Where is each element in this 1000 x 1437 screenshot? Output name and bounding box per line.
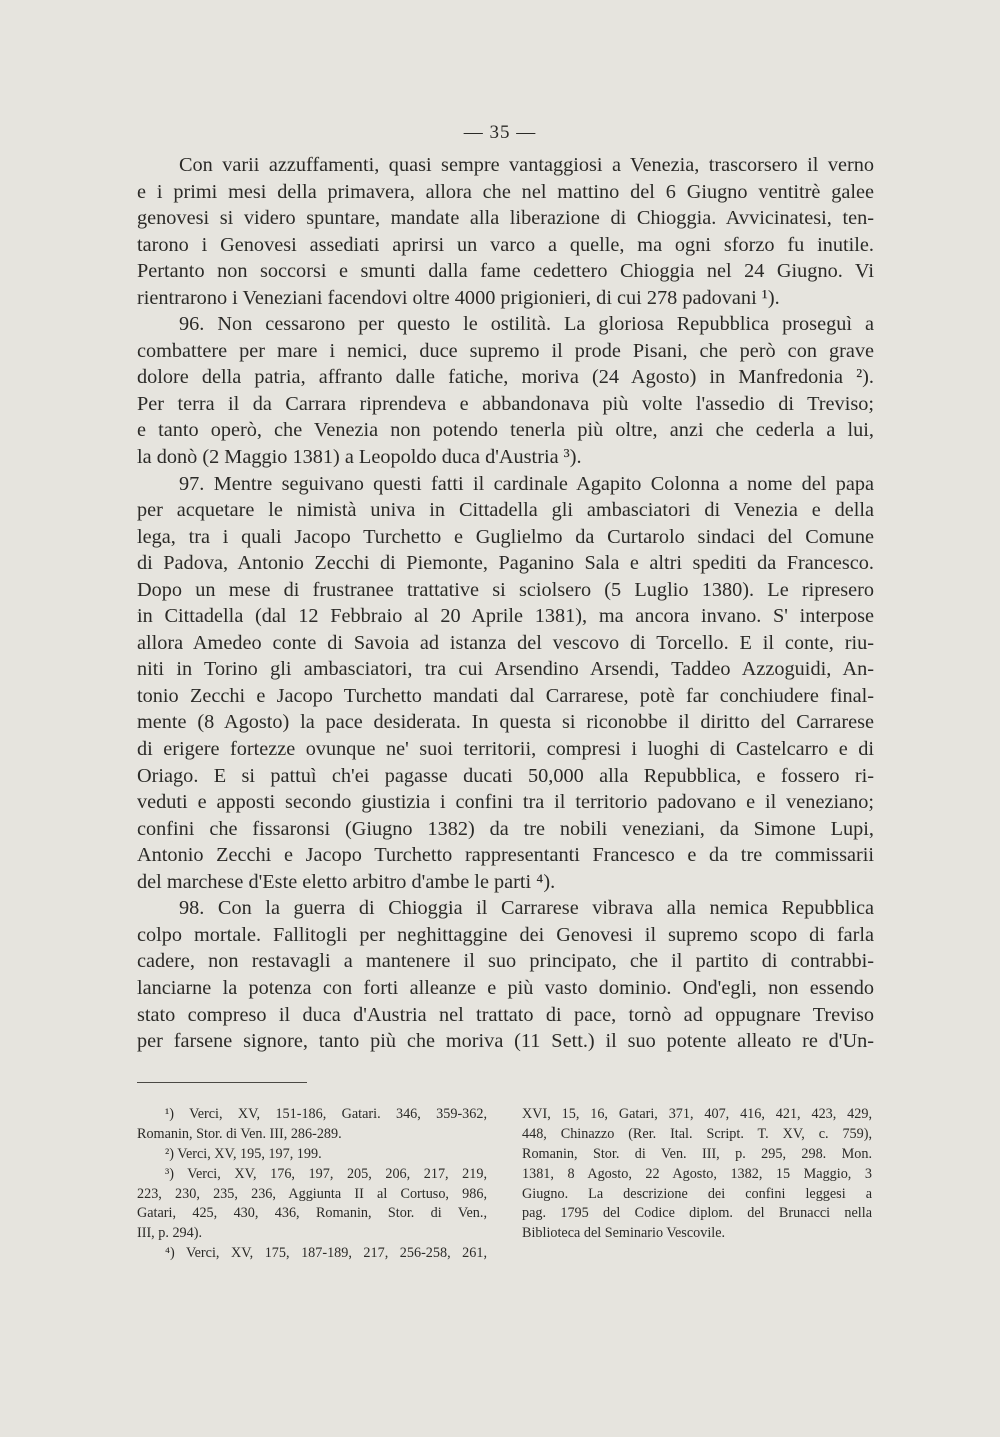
footnote-line: 1381, 8 Agosto, 22 Agosto, 1382, 15 Maggio, 3	[522, 1165, 872, 1182]
text-line: tarono i Genovesi assediati aprirsi un varco a quelle, ma ogni sforzo fu inutile.	[137, 233, 874, 256]
text-line: per farsene signore, tanto più che moriva (11 Sett.) il suo potente alleato re d'Un-	[137, 1030, 874, 1053]
footnote-line: ²) Verci, XV, 195, 197, 199.	[165, 1145, 322, 1162]
text-line: combattere per mare i nemici, duce supremo il prode Pisani, che però con grave	[137, 339, 874, 362]
footnote-line: Romanin, Stor. di Ven. III, p. 295, 298. Mon.	[522, 1145, 872, 1162]
text-line: cadere, non restavagli a mantenere il suo principato, che il partito di contrabbi-	[137, 950, 874, 973]
text-line: tonio Zecchi e Jacopo Turchetto mandati dal Carrarese, potè far conchiudere final-	[137, 684, 874, 707]
text-line: Per terra il da Carrara riprendeva e abbandonava più volte l'assedio di Treviso;	[137, 392, 874, 415]
text-line: del marchese d'Este eletto arbitro d'ambe le parti ⁴).	[137, 870, 556, 893]
text-line: colpo mortale. Fallitogli per neghittaggine dei Genovesi il supremo scopo di farla	[137, 923, 874, 946]
text-line: 98. Con la guerra di Chioggia il Carrarese vibrava alla nemica Repubblica	[179, 897, 874, 920]
footnote-line: 448, Chinazzo (Rer. Ital. Script. T. XV, c. 759),	[522, 1125, 872, 1142]
footnotes-right-column	[522, 1105, 872, 1244]
text-line: Con varii azzuffamenti, quasi sempre vantaggiosi a Venezia, trascorsero il verno	[179, 154, 874, 176]
text-line: stato compreso il duca d'Austria nel trattato di pace, tornò ad oppugnare Treviso	[137, 1003, 874, 1026]
footnote-line: ¹) Verci, XV, 151-186, Gatari. 346, 359-362,	[165, 1106, 487, 1122]
text-line: in Cittadella (dal 12 Febbraio al 20 Aprile 1381), ma ancora invano. S' interpose	[137, 605, 874, 628]
text-line: Dopo un mese di frustranee trattative si sciolsero (5 Luglio 1380). Le ripresero	[137, 578, 874, 601]
footnote-line: Romanin, Stor. di Ven. III, 286-289.	[137, 1125, 342, 1142]
text-line: mente (8 Agosto) la pace desiderata. In questa si riconobbe il diritto del Carrarese	[137, 711, 874, 734]
text-line: dolore della patria, affranto dalle fatiche, moriva (24 Agosto) in Manfredonia ²).	[137, 366, 874, 389]
text-line: per acquetare le nimistà univa in Cittadella gli ambasciatori di Venezia e della	[137, 499, 874, 522]
page-number: — 35 —	[463, 122, 537, 143]
text-line: genovesi si videro spuntare, mandate alla liberazione di Chioggia. Avvicinatesi, ten-	[137, 207, 874, 230]
text-line: di erigere fortezze ovunque ne' suoi territorii, compresi i luoghi di Castelcarro e di	[137, 738, 874, 761]
text-line: Oriago. E si pattuì ch'ei pagasse ducati 50,000 alla Repubblica, e fossero ri-	[137, 764, 874, 787]
text-line: e tanto operò, che Venezia non potendo tenerla più oltre, anzi che cederla a lui,	[137, 419, 874, 442]
footnotes-left-column	[137, 1105, 487, 1264]
footnote-line: ⁴) Verci, XV, 175, 187-189, 217, 256-258, 261,	[165, 1245, 487, 1262]
text-line: e i primi mesi della primavera, allora che nel mattino del 6 Giugno ventitrè galee	[137, 180, 874, 203]
text-line: di Padova, Antonio Zecchi di Piemonte, Paganino Sala e altri spediti da Francesco.	[137, 552, 874, 575]
footnote-line: XVI, 15, 16, Gatari, 371, 407, 416, 421, 423, 429,	[522, 1106, 872, 1122]
footnote-line: Giugno. La descrizione dei confini leggesi a	[522, 1185, 872, 1202]
body-text	[137, 152, 874, 1055]
text-line: confini che fissaronsi (Giugno 1382) da tre nobili veneziani, da Simone Lupi,	[137, 817, 874, 840]
footnote-separator	[137, 1082, 307, 1083]
text-line: la donò (2 Maggio 1381) a Leopoldo duca d'Austria ³).	[137, 446, 582, 469]
text-line: niti in Torino gli ambasciatori, tra cui Arsendino Arsendi, Taddeo Azzoguidi, An-	[137, 658, 874, 681]
text-line: veduti e apposti secondo giustizia i confini tra il territorio padovano e il veneziano;	[137, 791, 874, 814]
text-line: Pertanto non soccorsi e smunti dalla fame cedettero Chioggia nel 24 Giugno. Vi	[137, 260, 874, 283]
text-line: lega, tra i quali Jacopo Turchetto e Guglielmo da Curtarolo sindaci del Comune	[137, 525, 874, 548]
footnote-line: Gatari, 425, 430, 436, Romanin, Stor. di Ven.,	[137, 1205, 487, 1222]
text-line: 97. Mentre seguivano questi fatti il cardinale Agapito Colonna a nome del papa	[179, 472, 874, 495]
footnote-line: III, p. 294).	[137, 1225, 203, 1242]
footnote-line: ³) Verci, XV, 176, 197, 205, 206, 217, 219,	[165, 1165, 487, 1182]
footnote-line: 223, 230, 235, 236, Aggiunta II al Cortuso, 986,	[137, 1185, 487, 1202]
text-line: 96. Non cessarono per questo le ostilità. La gloriosa Repubblica proseguì a	[179, 313, 874, 336]
footnote-line: pag. 1795 del Codice diplom. del Brunacci nella	[522, 1205, 872, 1222]
text-line: Antonio Zecchi e Jacopo Turchetto rappresentanti Francesco e da tre commissarii	[137, 844, 874, 867]
footnote-line: Biblioteca del Seminario Vescovile.	[522, 1225, 726, 1242]
text-line: rientrarono i Veneziani facendovi oltre 4000 prigionieri, di cui 278 padovani ¹).	[137, 286, 780, 309]
text-line: allora Amedeo conte di Savoia ad istanza del vescovo di Torcello. E il conte, riu-	[137, 631, 874, 654]
text-line: lanciarne la potenza con forti alleanze e più vasto dominio. Ond'egli, non essendo	[137, 976, 874, 999]
